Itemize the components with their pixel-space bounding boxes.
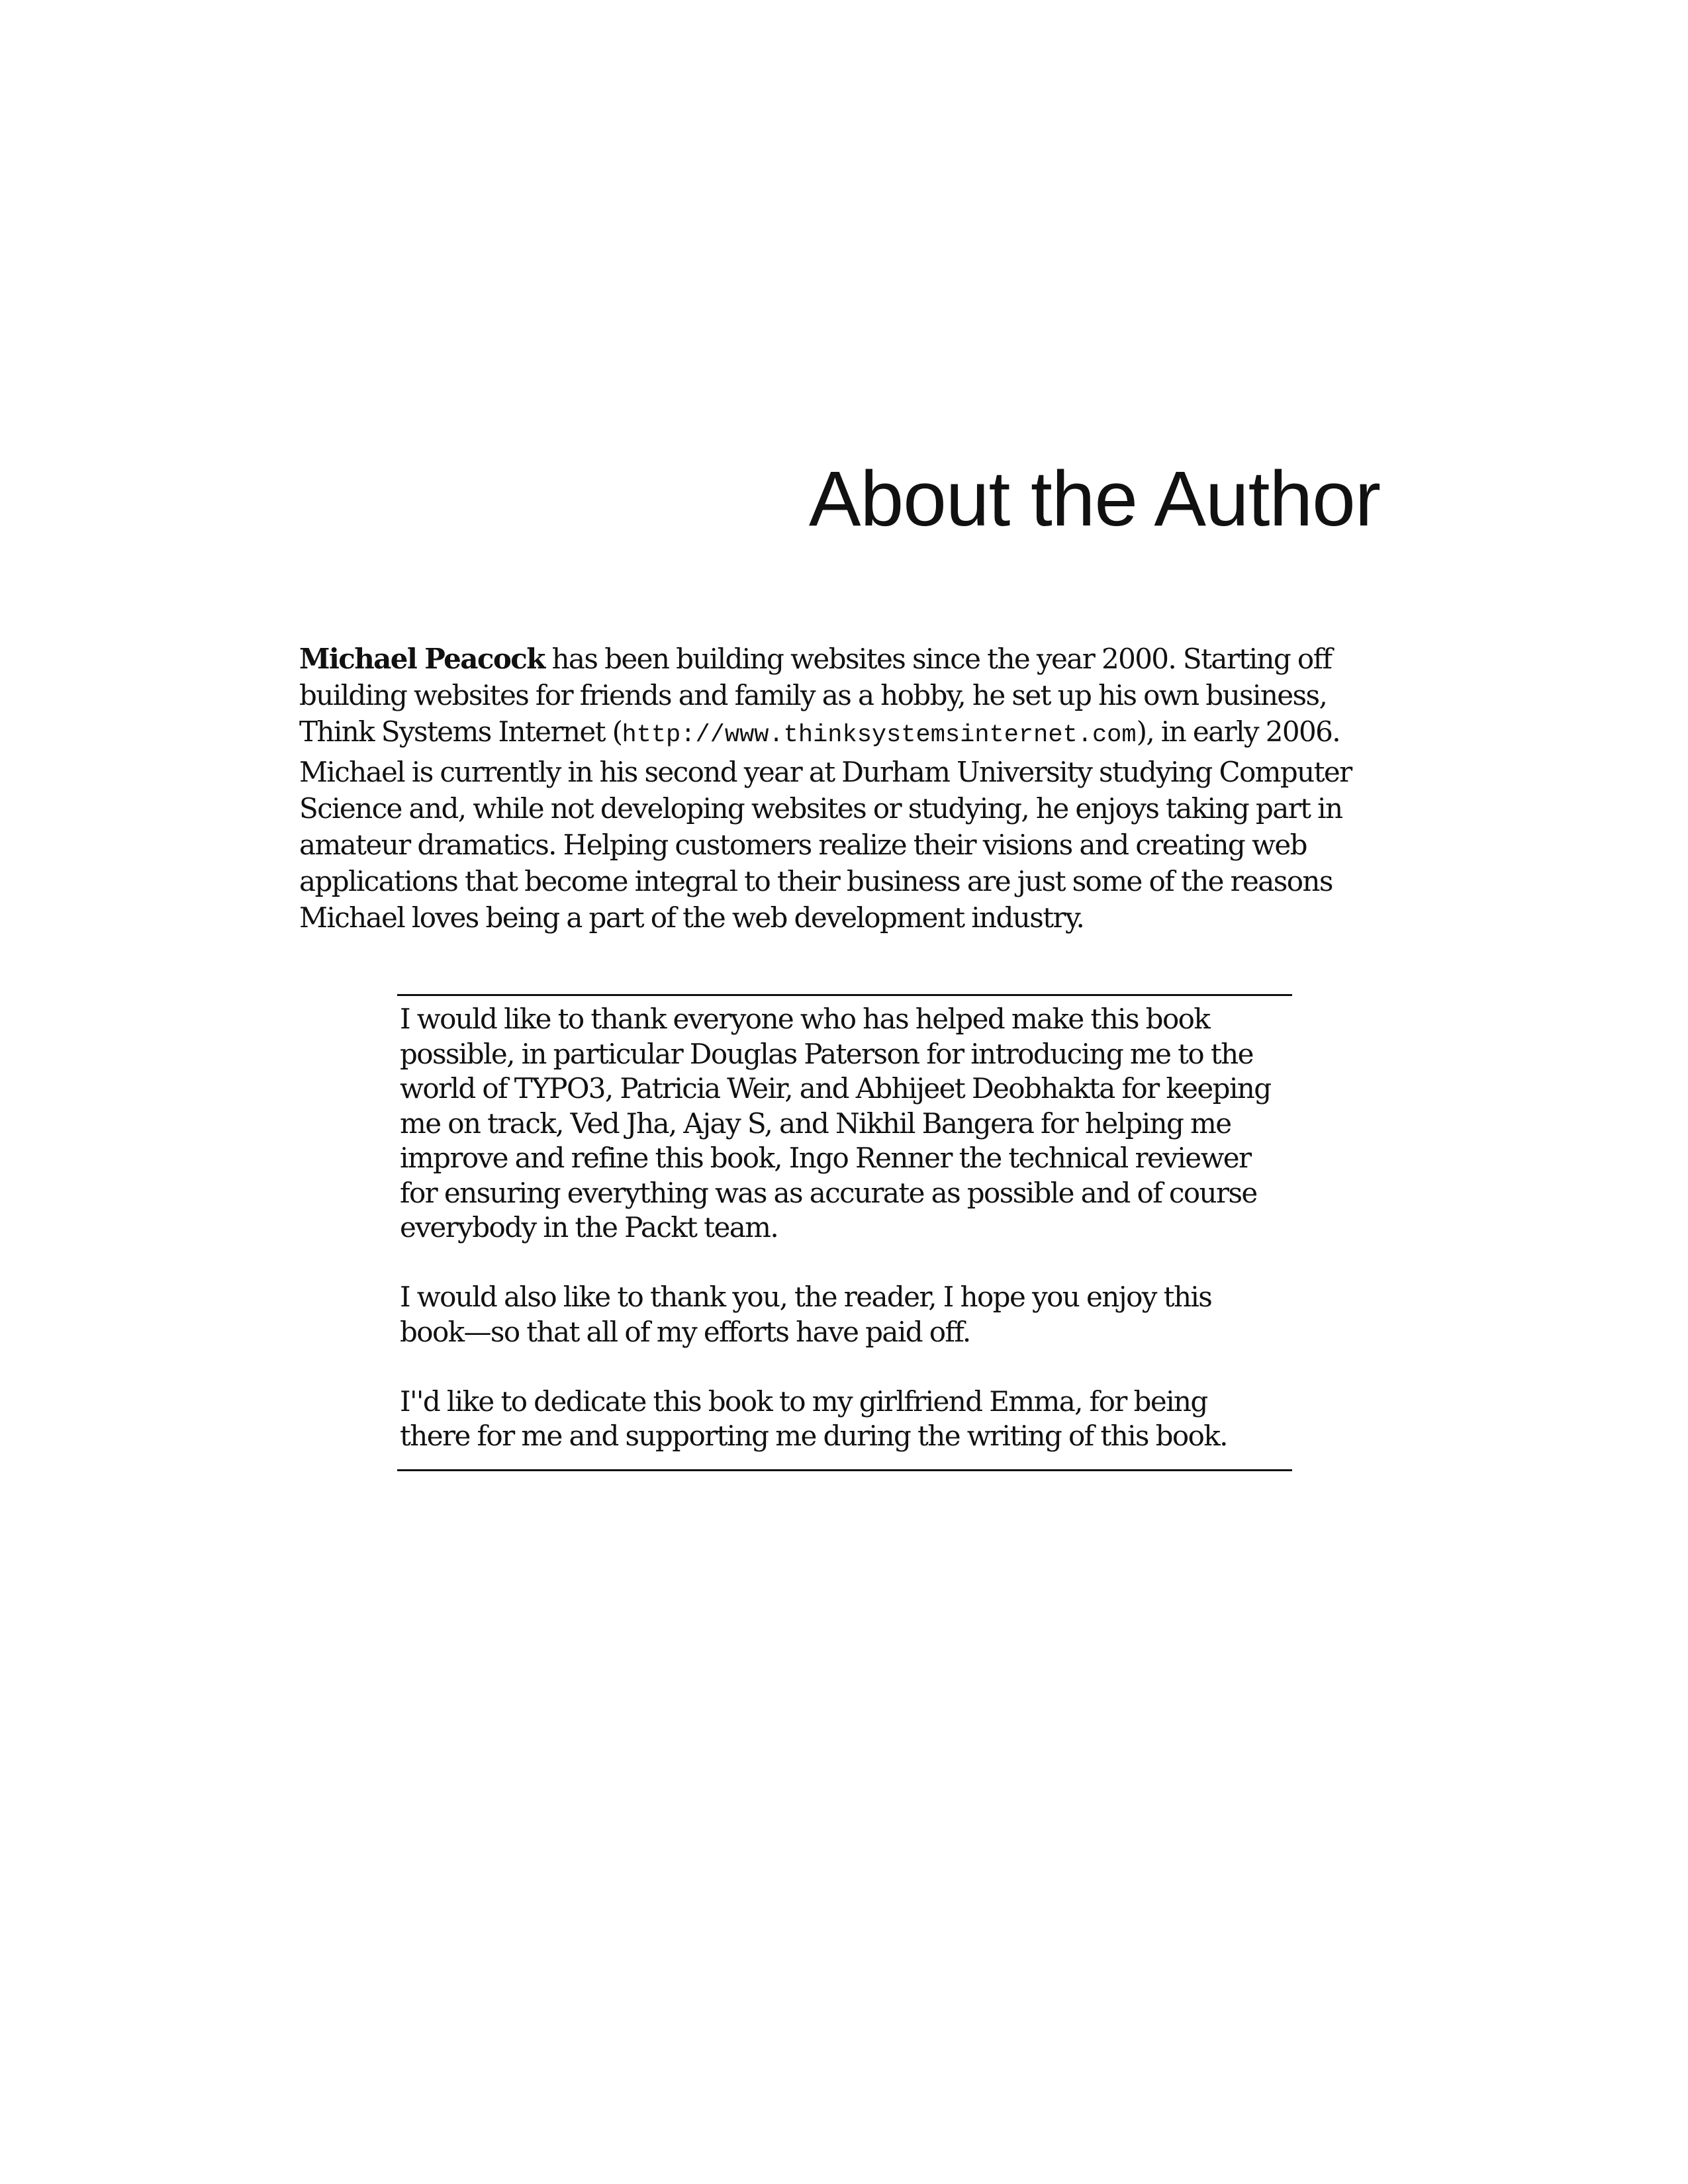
website-url: http://www.thinksystemsinternet.com: [622, 721, 1137, 749]
page-title: About the Author: [808, 455, 1380, 543]
acknowledgement-thanks-paragraph: I would like to thank everyone who has helped make this book possible, in particular Douglas Paterson for introducing me to the world of TYPO3, Patricia Weir, and Abhijeet Deobhakta for keeping me on track, Ved Jha, Ajay S, and Nikhil Bangera for helping me improve and refine this book, Ingo Renner the technical reviewer for ensuring everything was as accurate as possible and of course everybody in the Packt team.: [400, 1003, 1271, 1244]
acknowledgement-dedication-paragraph: I''d like to dedicate this book to my girlfriend Emma, for being there for me and supporting me during the writing of this book.: [400, 1385, 1227, 1452]
author-name: Michael Peacock: [299, 643, 545, 675]
author-bio: [299, 641, 1398, 936]
acknowledgements-bottom-rule: [397, 1469, 1292, 1471]
bio-text-start: has been building websites since the year 2000. Starting off building websites for friends and family as a hobby, he set up his own business, Think Systems Internet (: [299, 643, 1332, 748]
acknowledgement-reader-paragraph: I would also like to thank you, the reader, I hope you enjoy this book—so that all of my efforts have paid off.: [400, 1281, 1212, 1348]
acknowledgements-box: [400, 1002, 1274, 1454]
acknowledgements-top-rule: [397, 994, 1292, 996]
bio-text-end: ), in early 2006. Michael is currently in his second year at Durham University studying Computer Science and, while not developing websites or studying, he enjoys taking part in amateur dramatics. Helping customers realize their visions and creating web applications that become integral to their business are just some of the reasons Michael loves being a part of the web development industry.: [299, 715, 1352, 934]
